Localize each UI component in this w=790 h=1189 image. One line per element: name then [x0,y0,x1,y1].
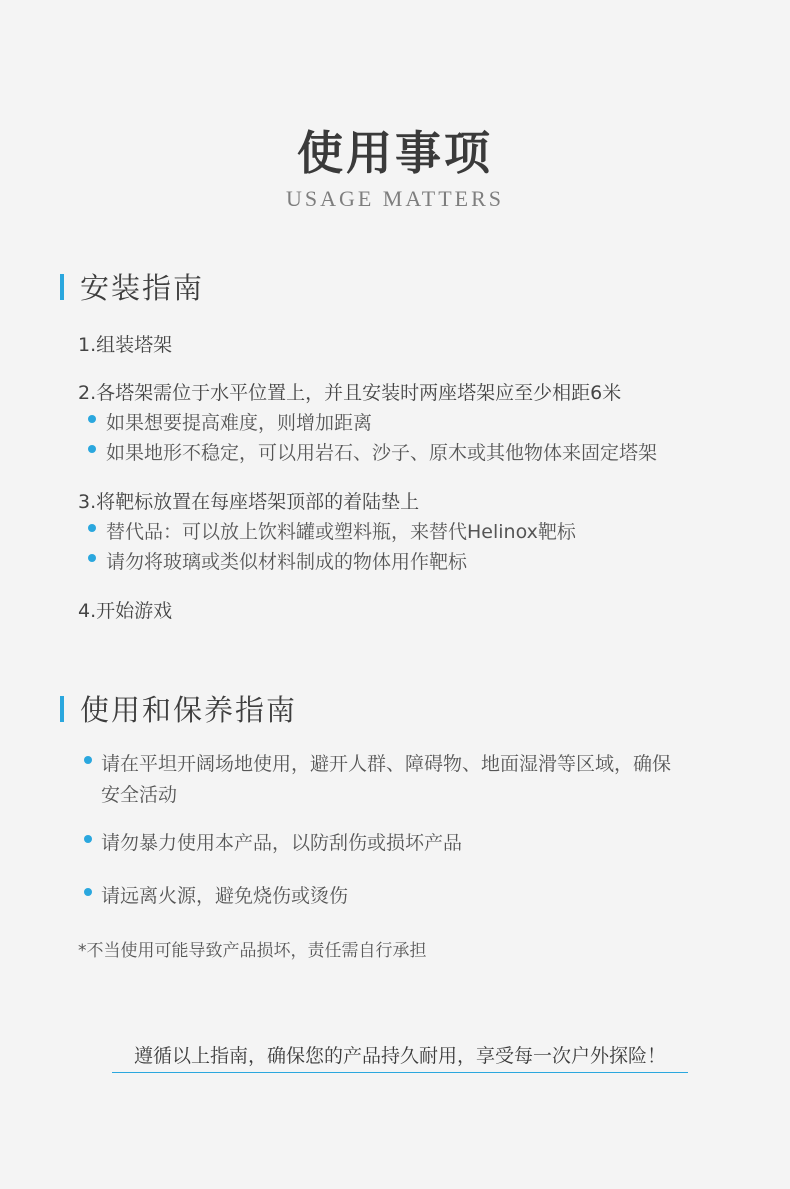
install-step-3-bullet-1: 替代品：可以放上饮料罐或塑料瓶，来替代Helinox靶标 [106,521,576,543]
page-subtitle: USAGE MATTERS [285,186,505,211]
bullet-dot [84,835,92,843]
bullet-dot [88,445,96,453]
care-heading-text: 使用和保养指南 [80,693,298,727]
footer-underline [112,1072,688,1073]
bullet-dot [88,415,96,423]
care-section-heading [60,688,297,729]
disclaimer-note: *不当使用可能导致产品损坏，责任需自行承担 [78,941,427,961]
install-section-heading [60,266,204,307]
install-step-3-bullet-2: 请勿将玻璃或类似材料制成的物体用作靶标 [106,551,468,573]
care-item-1-line-1: 请在平坦开阔场地使用，避开人群、障碍物、地面湿滑等区域，确保 [101,753,672,775]
care-item-1-line-2: 安全活动 [101,784,178,806]
install-step-4: 4.开始游戏 [78,600,173,622]
install-step-3: 3.将靶标放置在每座塔架顶部的着陆垫上 [78,491,420,513]
bullet-dot [88,554,96,562]
bullet-dot [88,524,96,532]
install-step-1: 1.组装塔架 [78,334,173,356]
install-step-2-bullet-2: 如果地形不稳定，可以用岩石、沙子、原木或其他物体来固定塔架 [106,442,658,464]
bullet-dot [84,888,92,896]
care-item-2: 请勿暴力使用本产品，以防刮伤或损坏产品 [101,832,463,854]
footer-message: 遵循以上指南，确保您的产品持久耐用，享受每一次户外探险！ [133,1045,666,1067]
bullet-dot [84,756,92,764]
section-accent-bar [60,274,64,300]
install-heading-text: 安装指南 [80,271,205,305]
care-item-3: 请远离火源，避免烧伤或烫伤 [101,885,349,907]
install-step-2: 2.各塔架需位于水平位置上，并且安装时两座塔架应至少相距6米 [78,382,622,404]
section-accent-bar [60,696,64,722]
install-step-2-bullet-1: 如果想要提高难度，则增加距离 [106,412,373,434]
page-title: 使用事项 [297,126,493,180]
